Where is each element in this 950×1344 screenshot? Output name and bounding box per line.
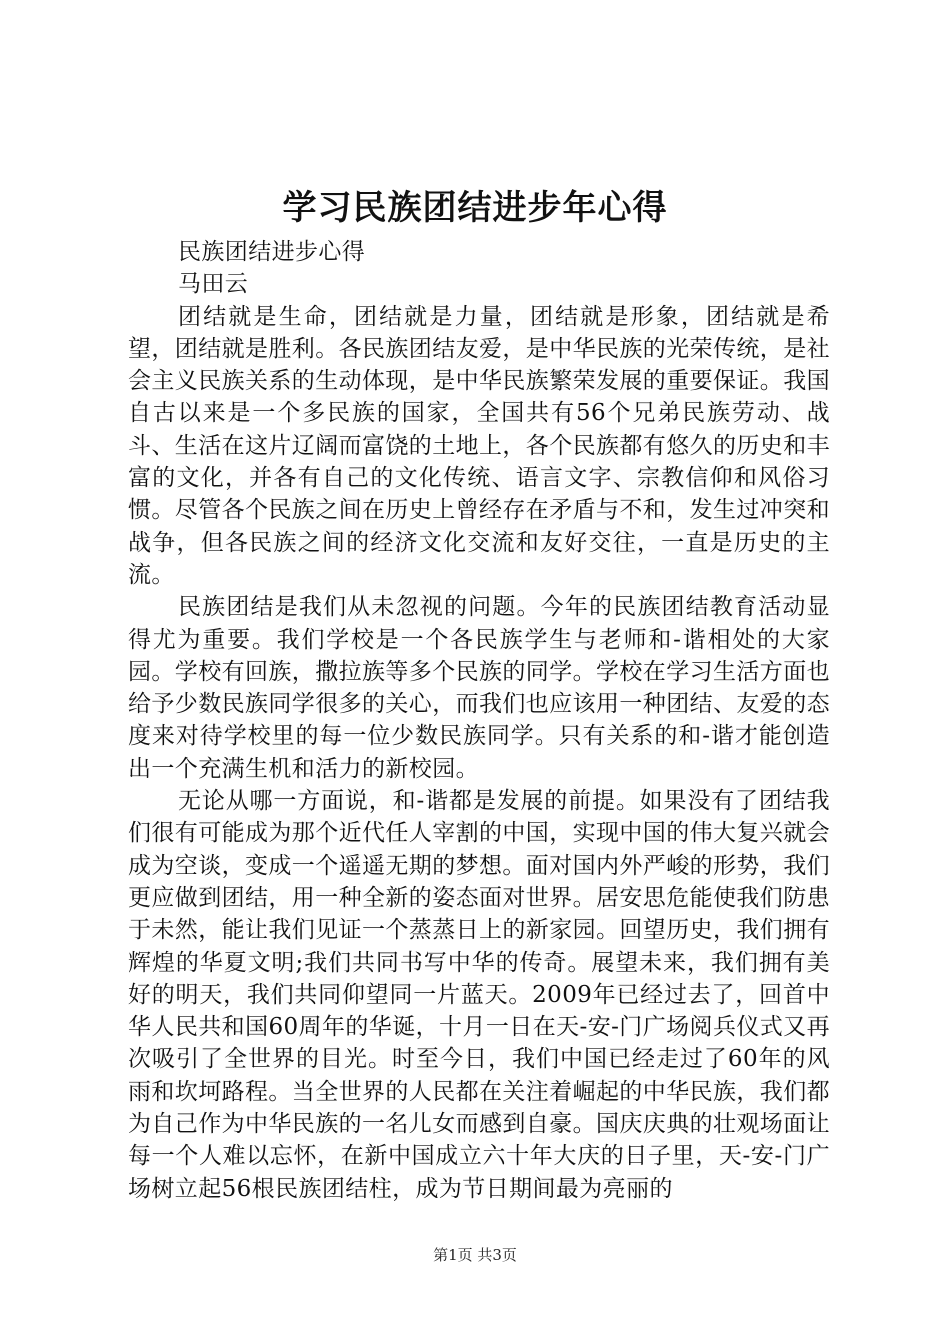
body-paragraph: 无论从哪一方面说，和-谐都是发展的前提。如果没有了团结我们很有可能成为那个近代任人宰割的中国，实现中国的伟大复兴就会成为空谈，变成一个遥遥无期的梦想。面对国内外严峻的形势，我们更应做到团结，用一种全新的姿态面对世界。居安思危能使我们防患于未然，能让我们见证一个蒸蒸日上的新家园。回望历史，我们拥有辉煌的华夏文明;我们共同书写中华的传奇。展望未来，我们拥有美好的明天，我们共同仰望同一片蓝天。2009年已经过去了，回首中华人民共和国60周年的华诞，十月一日在天-安-门广场阅兵仪式又再次吸引了全世界的目光。时至今日，我们中国已经走过了60年的风雨和坎坷路程。当全世界的人民都在关注着崛起的中华民族，我们都为自己作为中华民族的一名儿女而感到自豪。国庆庆典的壮观场面让每一个人难以忘怀，在新中国成立六十年大庆的日子里，天-安-门广场树立起56根民族团结柱，成为节日期间最为亮丽的 (128, 788, 830, 1202)
body-paragraph: 团结就是生命，团结就是力量，团结就是形象，团结就是希望，团结就是胜利。各民族团结友爱，是中华民族的光荣传统，是社会主义民族关系的生动体现，是中华民族繁荣发展的重要保证。我国自古以来是一个多民族的国家，全国共有56个兄弟民族劳动、战斗、生活在这片辽阔而富饶的土地上，各个民族都有悠久的历史和丰富的文化，并各有自己的文化传统、语言文字、宗教信仰和风俗习惯。尽管各个民族之间在历史上曾经存在矛盾与不和，发生过冲突和战争，但各民族之间的经济文化交流和友好交往，一直是历史的主流。 (128, 303, 830, 588)
document-title: 学习民族团结进步年心得 (282, 188, 668, 228)
body-paragraph: 民族团结是我们从未忽视的问题。今年的民族团结教育活动显得尤为重要。我们学校是一个各民族学生与老师和-谐相处的大家园。学校有回族，撒拉族等多个民族的同学。学校在学习生活方面也给予少数民族同学很多的关心，而我们也应该用一种团结、友爱的态度来对待学校里的每一位少数民族同学。只有关系的和-谐才能创造出一个充满生机和活力的新校园。 (128, 594, 830, 782)
page-footer: 第1页 共3页 (433, 1246, 517, 1264)
document-body (128, 236, 830, 1205)
document-subtitle: 民族团结进步心得 (178, 239, 366, 265)
document-author: 马田云 (178, 271, 249, 298)
